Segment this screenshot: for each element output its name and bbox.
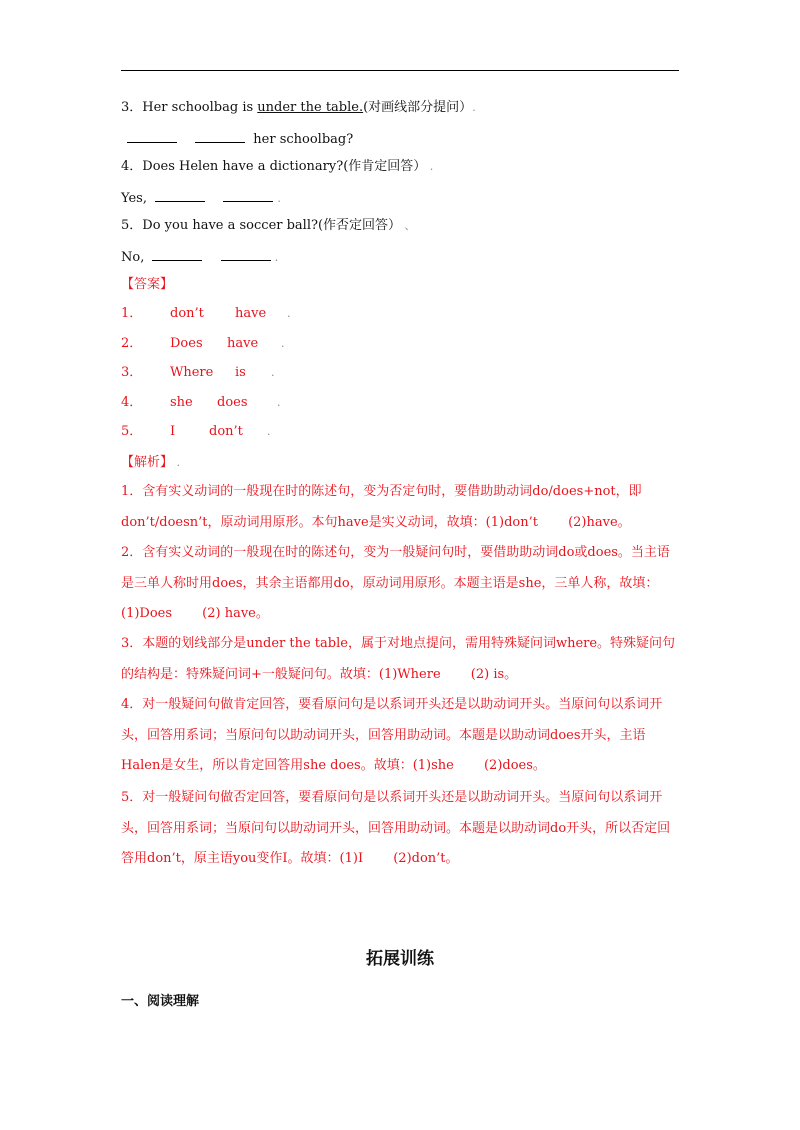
answer-header: 【答案】 xyxy=(121,277,174,292)
answer-number: 4． xyxy=(121,395,143,410)
answer-blank[interactable] xyxy=(195,130,245,143)
answer-word-1: Where xyxy=(170,365,214,380)
question-5-prefix: No, xyxy=(121,250,145,265)
answer-number: 5． xyxy=(121,424,143,439)
answer-blank[interactable] xyxy=(127,130,177,143)
answer-row: 4． she does . xyxy=(121,395,281,410)
answer-number: 2． xyxy=(121,336,143,351)
answer-word-1: I xyxy=(170,424,176,439)
subsection-title: 一、阅读理解 xyxy=(121,994,200,1009)
question-3-answer-line xyxy=(121,130,353,148)
question-5-text: 5．Do you have a soccer ball?(作否定回答） xyxy=(121,218,402,233)
question-3-underlined: under the table. xyxy=(257,100,364,115)
answer-word-2: does xyxy=(217,395,248,410)
section-title: 拓展训练 xyxy=(366,949,434,969)
analysis-item-5: 5．对一般疑问句做否定回答，要看原问句是以系词开头还是以助动词开头。当原问句以系词开头，回答用系词；当原问句以助动词开头，回答用助动词。本题是以助动词do开头，所以否定回答用don’t，原主语you变作I。故填：(1)I (2)don’t。 xyxy=(121,790,671,866)
answer-row: 3． Where is . xyxy=(121,365,275,380)
analysis-header: 【解析】 . xyxy=(121,455,181,470)
answer-word-1: Does xyxy=(170,336,203,351)
analysis-item-4: 4．对一般疑问句做肯定回答，要看原问句是以系词开头还是以助动词开头。当原问句以系词开头，回答用系词；当原问句以助动词开头，回答用助动词。本题是以助动词does开头，主语Halen是女生，所以肯定回答用she does。故填：(1)she (2)does。 xyxy=(121,697,663,773)
answer-blank[interactable] xyxy=(221,248,271,261)
question-4-text: 4．Does Helen have a dictionary?(作肯定回答） xyxy=(121,159,427,174)
question-5: 5．Do you have a soccer ball?(作否定回答） 、 xyxy=(121,218,416,233)
answer-word-2: don’t xyxy=(209,424,243,439)
question-3-instruction: (对画线部分提问） xyxy=(363,100,473,115)
answer-number: 1． xyxy=(121,306,143,321)
analysis-item-2: 2．含有实义动词的一般现在时的陈述句，变为一般疑问句时，要借助助动词do或does。当主语是三单人称时用does，其余主语都用do，原动词用原形。本题主语是she，三单人称，故填：(1)Does (2) have。 xyxy=(121,545,670,621)
header-rule xyxy=(121,70,679,71)
answer-word-1: she xyxy=(170,395,193,410)
question-4-answer-line: Yes, . xyxy=(121,191,281,206)
answer-word-2: is xyxy=(235,365,246,380)
question-3-tail: her schoolbag? xyxy=(253,132,354,147)
answer-blank[interactable] xyxy=(155,189,205,202)
answer-word-2: have xyxy=(235,306,267,321)
answer-row: 2． Does have . xyxy=(121,336,285,351)
answer-word-2: have xyxy=(227,336,259,351)
answer-row: 5． I don’t . xyxy=(121,424,271,439)
analysis-item-3: 3．本题的划线部分是under the table，属于对地点提问，需用特殊疑问词where。特殊疑问句的结构是：特殊疑问词+一般疑问句。故填：(1)Where (2) is。 xyxy=(121,636,676,682)
answer-row: 1． don’t have . xyxy=(121,306,291,321)
analysis-item-1: 1．含有实义动词的一般现在时的陈述句，变为否定句时，要借助助动词do/does+not，即don’t/doesn’t，原动词用原形。本句have是实义动词，故填：(1)don’t (2)have。 xyxy=(121,484,642,530)
question-3-text: Her schoolbag is xyxy=(142,100,258,115)
question-3: 3．Her schoolbag is under the table.(对画线部分提问）. xyxy=(121,100,476,115)
answer-word-1: don’t xyxy=(170,306,204,321)
answer-blank[interactable] xyxy=(152,248,202,261)
answer-blank[interactable] xyxy=(223,189,273,202)
question-5-answer-line: No, . xyxy=(121,250,279,265)
question-4: 4．Does Helen have a dictionary?(作肯定回答） . xyxy=(121,159,434,174)
question-4-prefix: Yes, xyxy=(121,191,147,206)
question-3-number: 3． xyxy=(121,100,143,115)
answer-number: 3． xyxy=(121,365,143,380)
